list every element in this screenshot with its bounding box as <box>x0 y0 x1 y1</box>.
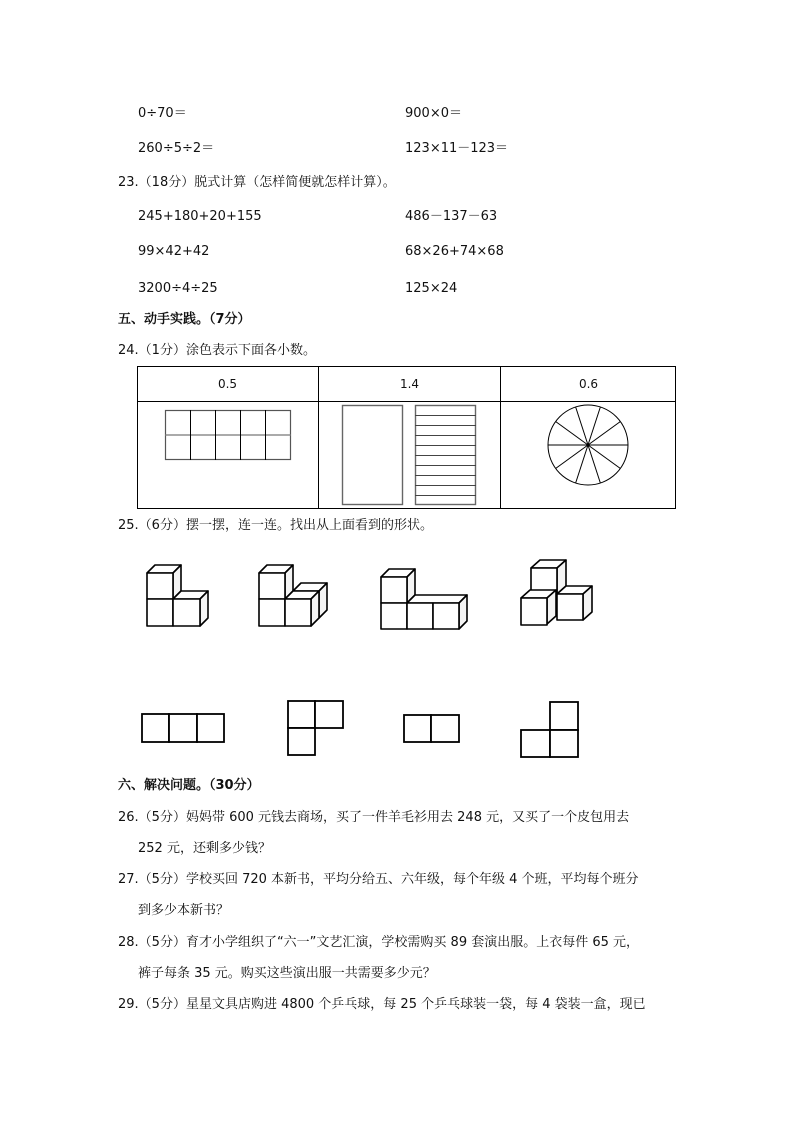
problem-29-line1: 29.（5分）星星文具店购进 4800 个乒乓球，每 25 个乒乓球装一袋，每 4 袋装一盒，现已 <box>118 997 646 1012</box>
oral-calc-item: 260÷5÷2＝ <box>138 141 215 156</box>
grid-2x5-figure[interactable] <box>165 410 291 460</box>
calc-item: 486－137－63 <box>405 209 498 224</box>
cube-solid-1[interactable] <box>140 560 215 630</box>
table-header-cell: 0.5 <box>217 377 238 391</box>
oral-calc-item: 123×11－123＝ <box>405 141 509 156</box>
oral-calc-item: 0÷70＝ <box>138 106 187 121</box>
problem-27-line2: 到多少本新书？ <box>138 903 230 918</box>
section-heading: 五、动手实践。（7分） <box>118 312 251 327</box>
ten-strip-rectangle-figure[interactable] <box>415 405 477 506</box>
question-23-title: 23.（18分）脱式计算（怎样简便就怎样计算）。 <box>118 175 396 190</box>
cube-solid-4[interactable] <box>516 556 606 632</box>
top-view-reverse-L-shape[interactable] <box>520 701 580 759</box>
top-view-row-of-2[interactable] <box>403 714 461 744</box>
problem-28-line2: 裤子每条 35 元。购买这些演出服一共需要多少元？ <box>138 966 436 981</box>
top-view-L-shape[interactable] <box>287 700 345 757</box>
calc-item: 99×42+42 <box>138 244 210 259</box>
table-header-cell: 0.6 <box>578 377 599 391</box>
calc-item: 68×26+74×68 <box>405 244 504 259</box>
top-view-row-of-3[interactable] <box>141 713 226 744</box>
section-heading: 六、解决问题。（30分） <box>118 778 260 793</box>
cube-solid-3[interactable] <box>376 560 472 632</box>
whole-rectangle-figure[interactable] <box>342 405 404 506</box>
cube-solid-2[interactable] <box>252 560 332 632</box>
question-25-title: 25.（6分）摆一摆，连一连。找出从上面看到的形状。 <box>118 518 433 533</box>
calc-item: 3200÷4÷25 <box>138 281 218 296</box>
circle-10-sectors-figure[interactable] <box>547 404 629 486</box>
oral-calc-item: 900×0＝ <box>405 106 462 121</box>
calc-item: 245+180+20+155 <box>138 209 262 224</box>
calc-item: 125×24 <box>405 281 458 296</box>
decimal-coloring-table <box>137 366 676 509</box>
problem-26-line2: 252 元，还剩多少钱？ <box>138 841 271 856</box>
problem-28-line1: 28.（5分）育才小学组织了“六一”文艺汇演，学校需购买 89 套演出服。上衣每件 65 元， <box>118 935 640 950</box>
problem-27-line1: 27.（5分）学校买回 720 本新书，平均分给五、六年级，每个年级 4 个班，平均每个班分 <box>118 872 639 887</box>
problem-26-line1: 26.（5分）妈妈带 600 元钱去商场，买了一件羊毛衫用去 248 元，又买了一个皮包用去 <box>118 810 630 825</box>
question-24-title: 24.（1分）涂色表示下面各小数。 <box>118 343 316 358</box>
table-header-cell: 1.4 <box>399 377 420 391</box>
